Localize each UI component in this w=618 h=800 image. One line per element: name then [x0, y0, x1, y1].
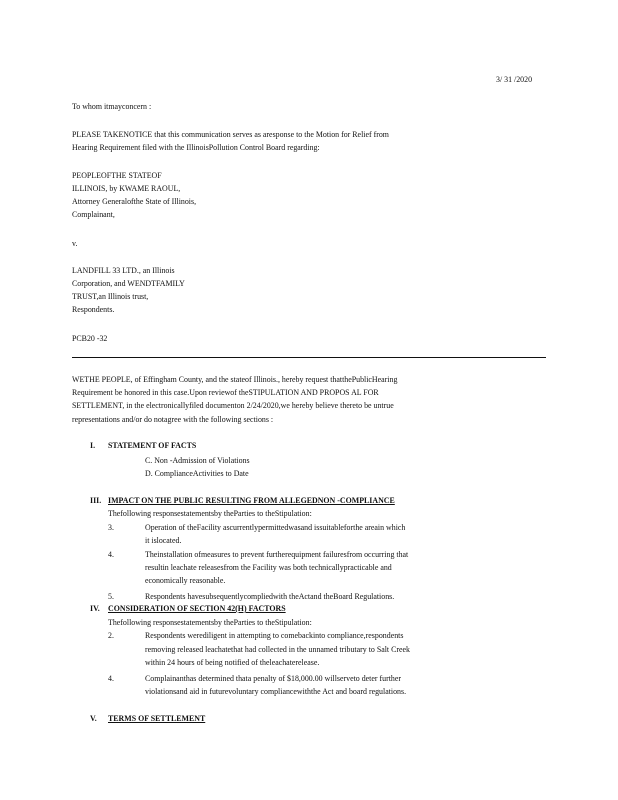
body-line: WETHE PEOPLE, of Effingham County, and the stateof Illinois., hereby request thatthePublicHearing: [72, 374, 398, 384]
item-line: within 24 hours of being notified of theleachaterelease.: [145, 657, 320, 667]
complainant-line: ILLINOIS, by KWAME RAOUL,: [72, 183, 181, 193]
item-line: Respondents havesubsequentlycompliedwith theActand theBoard Regulations.: [145, 591, 395, 601]
notice-line-1: PLEASE TAKENOTICE that this communication serves as aresponse to the Motion for Relief from: [72, 129, 389, 139]
section-item: C. Non -Admission of Violations: [145, 455, 250, 465]
body-line: representations and/or do notagree with the following sections :: [72, 414, 274, 424]
horizontal-rule: [72, 357, 546, 358]
section-numeral: I.: [90, 440, 96, 450]
section-numeral: V.: [90, 713, 97, 723]
item-line: violationsand aid in futurevoluntary compliancewiththe Act and board regulations.: [145, 686, 407, 696]
item-line: economically reasonable.: [145, 575, 226, 585]
respondent-line: Corporation, and WENDTFAMILY: [72, 278, 185, 288]
item-line: Respondents werediligent in attempting to comebackinto compliance,respondents: [145, 630, 404, 640]
item-number: 5.: [108, 591, 114, 601]
item-line: removing released leachatethat had collected in the unnamed tributary to Salt Creek: [145, 644, 410, 654]
item-number: 4.: [108, 549, 114, 559]
body-line: SETTLEMENT, in the electronicallyfiled documenton 2/24/2020,we hereby believe thereto be untrue: [72, 400, 394, 410]
section-title: STATEMENT OF FACTS: [108, 440, 197, 450]
item-number: 3.: [108, 522, 114, 532]
body-line: Requirement be honored in this case.Upon reviewof theSTIPULATION AND PROPOS AL FOR: [72, 387, 379, 397]
item-line: Operation of theFacility ascurrentlypermittedwasand issuitableforthe areain which: [145, 522, 406, 532]
item-number: 2.: [108, 630, 114, 640]
notice-line-2: Hearing Requirement filed with the IllinoisPollution Control Board regarding:: [72, 142, 320, 152]
respondent-line: Respondents.: [72, 304, 115, 314]
complainant-line: Complainant,: [72, 209, 115, 219]
document-date: 3/ 31 /2020: [496, 74, 533, 84]
section-intro: Thefollowing responsestatementsby theParties to theStipulation:: [108, 508, 312, 518]
salutation: To whom itmayconcern :: [72, 101, 152, 111]
section-item: D. ComplianceActivities to Date: [145, 468, 249, 478]
section-title: CONSIDERATION OF SECTION 42(H) FACTORS: [108, 603, 286, 613]
complainant-line: PEOPLEOFTHE STATEOF: [72, 170, 162, 180]
section-title: TERMS OF SETTLEMENT: [108, 713, 206, 723]
item-line: resultin leachate releasesfrom the Facility was both technicallypracticable and: [145, 562, 392, 572]
section-title: IMPACT ON THE PUBLIC RESULTING FROM ALLEGEDNON -COMPLIANCE: [108, 495, 395, 505]
item-line: it islocated.: [145, 535, 182, 545]
respondent-line: LANDFILL 33 LTD., an Illinois: [72, 265, 175, 275]
complainant-line: Attorney Generalofthe State of Illinois,: [72, 196, 197, 206]
section-numeral: III.: [90, 495, 102, 505]
section-intro: Thefollowing responsestatementsby theParties to theStipulation:: [108, 617, 312, 627]
item-line: Complainanthas determined thata penalty of $18,000.00 willserveto deter further: [145, 673, 402, 683]
case-number: PCB20 -32: [72, 333, 108, 343]
item-number: 4.: [108, 673, 114, 683]
section-numeral: IV.: [90, 603, 100, 613]
respondent-line: TRUST,an Illinois trust,: [72, 291, 149, 301]
item-line: Theinstallation ofmeasures to prevent furtherequipment failuresfrom occurring that: [145, 549, 409, 559]
versus: v.: [72, 238, 78, 248]
